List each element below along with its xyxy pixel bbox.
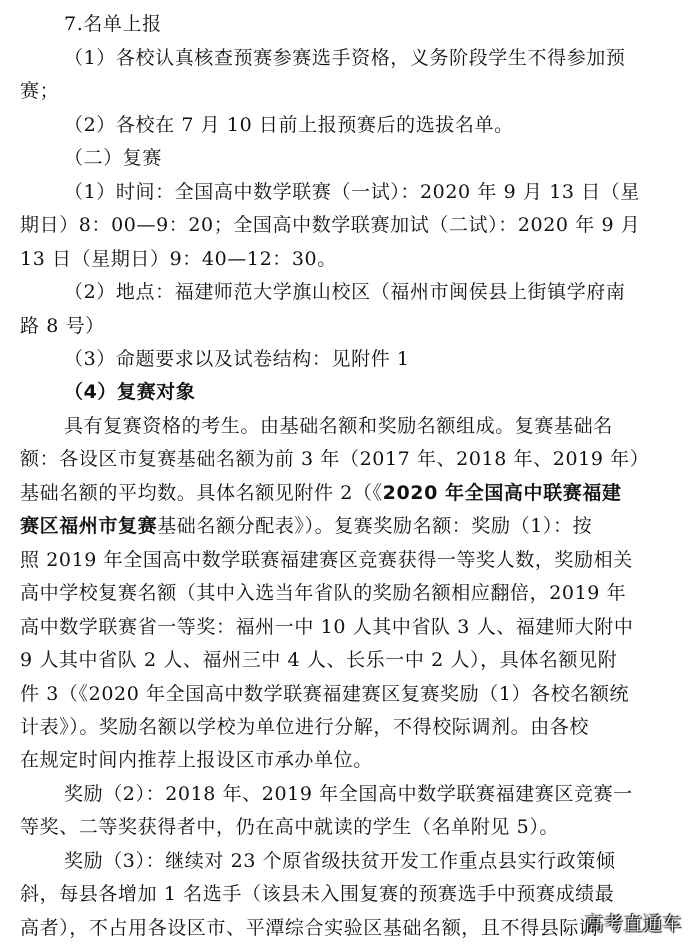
paragraph-line: 奖励（2）：2018 年、2019 年全国高中数学联赛福建赛区竞赛一 <box>64 783 633 805</box>
paragraph-line: 期日）8：00—9：20；全国高中数学联赛加试（二试）：2020 年 9 月 <box>20 214 641 236</box>
paragraph-line: 奖励（3）：继续对 23 个原省级扶贫开发工作重点县实行政策倾 <box>64 850 616 872</box>
normal-text: 基础名额的平均数。具体名额见附件 2（《 <box>20 482 383 504</box>
paragraph-line: 在规定时间内推荐上报设区市承办单位。 <box>20 749 373 771</box>
paragraph-line: 具有复赛资格的考生。由基础名额和奖励名额组成。复赛基础名 <box>64 415 613 437</box>
paragraph-line: 路 8 号） <box>20 315 105 337</box>
paragraph-line: 额：各设区市复赛基础名额为前 3 年（2017 年、2018 年、2019 年） <box>20 448 650 470</box>
bold-text: 2020 年全国高中联赛福建 <box>382 482 622 504</box>
paragraph-line-with-bold <box>20 510 678 542</box>
paragraph-line: 照 2019 年全国高中数学联赛福建赛区竞赛获得一等奖人数，奖励相关 <box>20 549 633 571</box>
paragraph-line: 赛； <box>20 80 60 102</box>
paragraph-line: 13 日（星期日）9：40—12：30。 <box>20 248 337 270</box>
paragraph-line: 高中数学联赛省一等奖：福州一中 10 人其中省队 3 人、福建师大附中 <box>20 616 634 638</box>
section-heading-name-list-report: 7.名单上报 <box>64 13 162 35</box>
paragraph-line: 9 人其中省队 2 人、福州三中 4 人、长乐一中 2 人），具体名额见附 <box>20 649 618 671</box>
paragraph-line: 斜，每县各增加 1 名选手（该县未入围复赛的预赛选手中预赛成绩最 <box>20 883 615 905</box>
paragraph-line: 等奖、二等奖获得者中，仍在高中就读的学生（名单附见 5）。 <box>20 816 560 838</box>
paragraph-line: （1）时间：全国高中数学联赛（一试）：2020 年 9 月 13 日（星 <box>64 181 641 203</box>
paragraph-line: 高者），不占用各设区市、平潭综合实验区基础名额，且不得县际调 <box>20 917 599 939</box>
paragraph-line: 高中学校复赛名额（其中入选当年省队的奖励名额相应翻倍，2019 年 <box>20 582 627 604</box>
section-heading-rematch-objects: （4）复赛对象 <box>64 381 196 403</box>
normal-text: 基础名额分配表》）。复赛奖励名额：奖励（1）：按 <box>157 515 593 537</box>
paragraph-line: （1）各校认真核查预赛参赛选手资格，义务阶段学生不得参加预 <box>64 47 626 69</box>
watermark-text: 高考直通车 <box>584 913 682 935</box>
bold-text: 赛区福州市复赛 <box>20 515 158 537</box>
paragraph-line: （2）地点：福建师范大学旗山校区（福州市闽侯县上街镇学府南 <box>64 281 626 303</box>
paragraph-line-with-bold <box>20 477 678 509</box>
paragraph-line: 计表》）。奖励名额以学校为单位进行分解，不得校际调剂。由各校 <box>20 716 590 738</box>
section-heading-rematch: （二）复赛 <box>64 147 163 169</box>
paragraph-line: （3）命题要求以及试卷结构：见附件 1 <box>64 348 410 370</box>
paragraph-line: 件 3（《2020 年全国高中数学联赛福建赛区复赛奖励（1）各校名额统 <box>20 683 630 705</box>
paragraph-line: （2）各校在 7 月 10 日前上报预赛后的选拔名单。 <box>64 114 514 136</box>
